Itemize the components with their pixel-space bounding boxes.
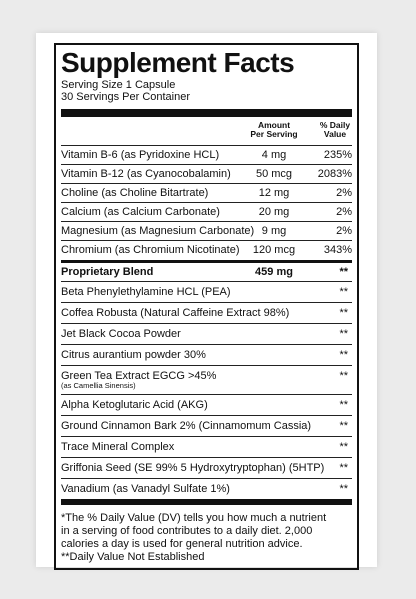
nutrient-dv: 2%: [336, 225, 352, 237]
nutrient-dv: 2%: [336, 187, 352, 199]
ingredient-note: (as Camellia Sinensis): [61, 381, 136, 390]
footnote-line: in a serving of food contributes to a daily diet. 2,000: [61, 525, 313, 537]
thick-divider: [61, 109, 352, 117]
blend-ingredient-row: [61, 436, 352, 457]
blend-ingredient-row: [61, 323, 352, 344]
ingredient-name: Green Tea Extract EGCG >45%: [61, 370, 217, 382]
nutrient-name: Choline (as Choline Bitartrate): [61, 187, 209, 199]
footnote: [61, 505, 352, 564]
ingredient-name: Beta Phenylethylamine HCL (PEA): [61, 286, 231, 298]
ingredient-dv: **: [339, 370, 348, 382]
blend-amount: 459 mg: [255, 266, 293, 278]
blend-ingredient-row: [61, 457, 352, 478]
blend-ingredient-row: [61, 478, 352, 499]
nutrient-amount: 4 mg: [261, 149, 287, 161]
nutrient-row: [61, 145, 352, 164]
ingredient-dv: **: [339, 328, 348, 340]
ingredient-dv: **: [339, 420, 348, 432]
ingredient-name: Trace Mineral Complex: [61, 441, 175, 453]
blend-ingredient-row: [61, 344, 352, 365]
nutrient-amount: 50 mcg: [255, 168, 293, 180]
ingredient-dv: **: [339, 286, 348, 298]
nutrient-name: Magnesium (as Magnesium Carbonate): [61, 225, 255, 237]
amount-header: [249, 121, 299, 139]
ingredient-dv: **: [339, 349, 348, 361]
proprietary-blend-row: [61, 263, 352, 281]
nutrient-dv: 343%: [323, 244, 352, 256]
serving-size: Serving Size 1 Capsule: [61, 79, 176, 91]
nutrient-amount: 9 mg: [261, 225, 287, 237]
dv-header-line2: Value: [323, 129, 347, 139]
ingredient-name: Ground Cinnamon Bark 2% (Cinnamomum Cassia): [61, 420, 312, 432]
ingredient-dv: **: [339, 441, 348, 453]
vitamin-rows: [61, 145, 352, 259]
nutrient-name: Vitamin B-6 (as Pyridoxine HCL): [61, 149, 220, 161]
nutrient-name: Calcium (as Calcium Carbonate): [61, 206, 220, 218]
amount-header-line1: Amount: [257, 120, 291, 130]
ingredient-dv: **: [339, 307, 348, 319]
dv-header: [313, 121, 357, 139]
nutrient-amount: 120 mcg: [252, 244, 296, 256]
nutrient-row: [61, 183, 352, 202]
blend-ingredient-row: [61, 302, 352, 323]
ingredient-name: Citrus aurantium powder 30%: [61, 349, 206, 361]
blend-name: Proprietary Blend: [61, 266, 154, 278]
nutrient-row: [61, 164, 352, 183]
panel-title: Supplement Facts: [61, 47, 295, 78]
blend-ingredient-row: [61, 281, 352, 302]
blend-ingredient-row: [61, 415, 352, 436]
footnote-line: calories a day is used for general nutrition advice.: [61, 538, 303, 550]
nutrient-row: [61, 240, 352, 259]
ingredient-name: Vanadium (as Vanadyl Sulfate 1%): [61, 483, 230, 495]
footnote-line: *The % Daily Value (DV) tells you how much a nutrient: [61, 512, 327, 524]
nutrient-amount: 12 mg: [258, 187, 290, 199]
nutrient-name: Vitamin B-12 (as Cyanocobalamin): [61, 168, 231, 180]
blend-dv: **: [339, 266, 348, 278]
nutrient-row: [61, 202, 352, 221]
label-card: [36, 33, 377, 567]
ingredient-name: Jet Black Cocoa Powder: [61, 328, 181, 340]
column-header: [61, 117, 352, 145]
blend-ingredient-row: [61, 365, 352, 394]
nutrient-amount: 20 mg: [258, 206, 290, 218]
ingredient-dv: **: [339, 462, 348, 474]
amount-header-line2: Per Serving: [250, 129, 298, 139]
nutrient-dv: 235%: [323, 149, 352, 161]
servings-per-container: 30 Servings Per Container: [61, 91, 191, 103]
supplement-facts-panel: [54, 43, 359, 570]
ingredient-name: Alpha Ketoglutaric Acid (AKG): [61, 399, 208, 411]
blend-ingredient-row: [61, 394, 352, 415]
ingredient-rows: [61, 281, 352, 499]
ingredient-name: Coffea Robusta (Natural Caffeine Extract 98%): [61, 307, 290, 319]
nutrient-name: Chromium (as Chromium Nicotinate): [61, 244, 240, 256]
nutrient-row: [61, 221, 352, 240]
footnote-line: **Daily Value Not Established: [61, 551, 205, 563]
dv-header-line1: % Daily: [319, 120, 351, 130]
ingredient-dv: **: [339, 483, 348, 495]
ingredient-dv: **: [339, 399, 348, 411]
nutrient-dv: 2083%: [317, 168, 352, 180]
nutrient-dv: 2%: [336, 206, 352, 218]
ingredient-name: Griffonia Seed (SE 99% 5 Hydroxytryptophan) (5HTP): [61, 462, 325, 474]
